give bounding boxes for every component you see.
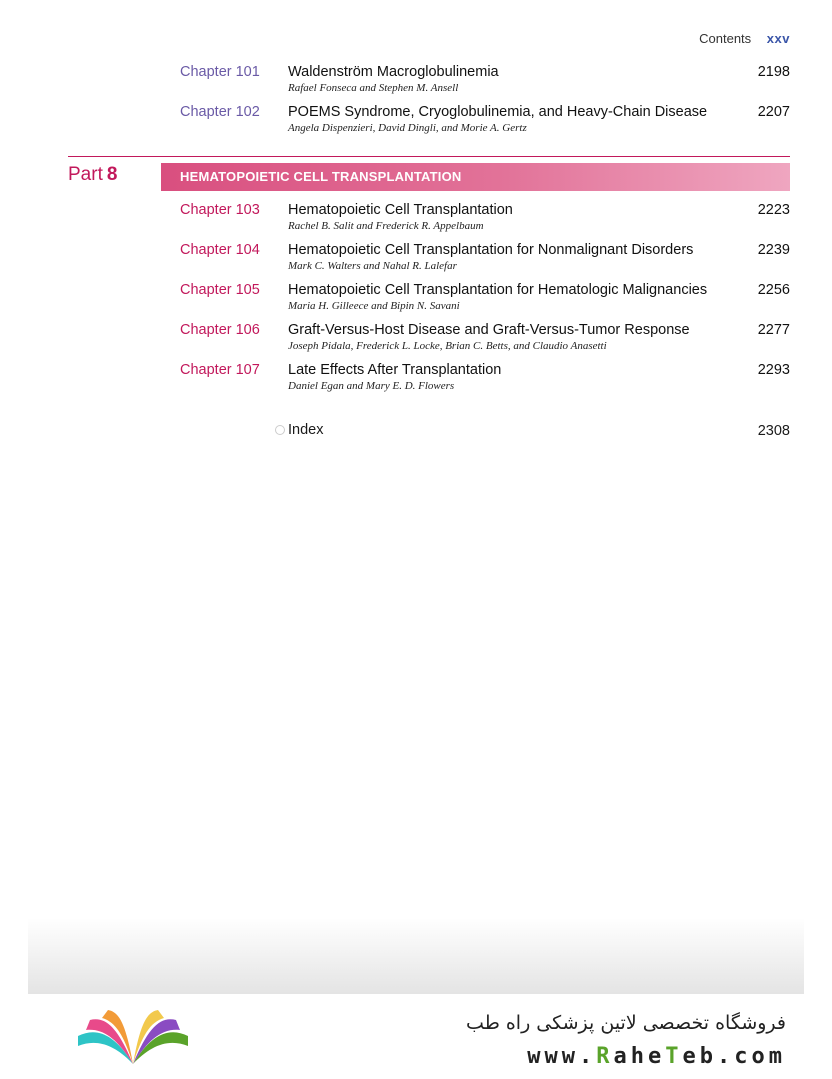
url-letter-t: T: [665, 1044, 683, 1069]
toc-entry[interactable]: [0, 362, 832, 402]
chapter-authors: Maria H. Gilleece and Bipin N. Savani: [288, 300, 460, 312]
chapter-title: Late Effects After Transplantation: [288, 362, 502, 378]
chapter-page: 2198: [757, 64, 790, 80]
chapter-authors: Angela Dispenzieri, David Dingli, and Morie A. Gertz: [288, 122, 527, 134]
part-title-banner[interactable]: HEMATOPOIETIC CELL TRANSPLANTATION: [161, 163, 790, 191]
index-page: 2308: [757, 423, 790, 439]
toc-entry[interactable]: [0, 64, 832, 104]
chapter-title: Hematopoietic Cell Transplantation for Nonmalignant Disorders: [288, 242, 694, 258]
chapter-authors: Rafael Fonseca and Stephen M. Ansell: [288, 82, 459, 94]
store-name: فروشگاه تخصصی لاتین پزشکی راه طب: [466, 1012, 786, 1034]
chapter-title: Waldenström Macroglobulinemia: [288, 64, 499, 80]
url-suffix: eb.com: [682, 1044, 786, 1069]
index-label: Index: [288, 422, 324, 438]
part-divider: [68, 156, 790, 157]
chapter-authors: Daniel Egan and Mary E. D. Flowers: [288, 380, 455, 392]
chapter-page: 2207: [757, 104, 790, 120]
url-mid: ahe: [613, 1044, 666, 1069]
website-url[interactable]: [527, 1044, 786, 1069]
toc-index-entry[interactable]: [0, 422, 832, 442]
toc-entry[interactable]: [0, 104, 832, 144]
url-prefix: www.: [527, 1044, 597, 1069]
toc-entry[interactable]: [0, 282, 832, 322]
open-book-logo-icon: [68, 1006, 198, 1070]
toc-entry[interactable]: [0, 322, 832, 362]
watermark-footer: [0, 994, 832, 1079]
chapter-number: Chapter 107: [180, 362, 260, 378]
chapter-title: POEMS Syndrome, Cryoglobulinemia, and Heavy-Chain Disease: [288, 104, 708, 120]
page-bottom-shadow: [28, 918, 804, 994]
chapter-number: Chapter 101: [180, 64, 260, 80]
toc-entry[interactable]: [0, 202, 832, 242]
chapter-title: Hematopoietic Cell Transplantation for Hematologic Malignancies: [288, 282, 708, 298]
chapter-page: 2277: [757, 322, 790, 338]
chapter-title: Hematopoietic Cell Transplantation: [288, 202, 513, 218]
chapter-page: 2256: [757, 282, 790, 298]
chapter-page: 2239: [757, 242, 790, 258]
chapter-number: Chapter 105: [180, 282, 260, 298]
part-number: 8: [106, 164, 118, 185]
chapter-authors: Mark C. Walters and Nahal R. Lalefar: [288, 260, 457, 272]
chapter-number: Chapter 102: [180, 104, 260, 120]
chapter-number: Chapter 106: [180, 322, 260, 338]
chapter-page: 2293: [757, 362, 790, 378]
chapter-page: 2223: [757, 202, 790, 218]
toc-entry[interactable]: [0, 242, 832, 282]
chapter-number: Chapter 104: [180, 242, 260, 258]
chapter-authors: Rachel B. Salit and Frederick R. Appelbaum: [288, 220, 484, 232]
part-label: [68, 164, 117, 186]
page-number: xxv: [766, 31, 790, 46]
part-word: Part: [68, 164, 103, 185]
chapter-number: Chapter 103: [180, 202, 260, 218]
chapter-title: Graft-Versus-Host Disease and Graft-Versus-Tumor Response: [288, 322, 690, 338]
url-letter-r: R: [596, 1044, 614, 1069]
running-header: [699, 31, 790, 46]
index-bullet-icon: [275, 425, 285, 435]
chapter-authors: Joseph Pidala, Frederick L. Locke, Brian C. Betts, and Claudio Anasetti: [288, 340, 607, 352]
running-header-section: Contents: [699, 31, 752, 46]
